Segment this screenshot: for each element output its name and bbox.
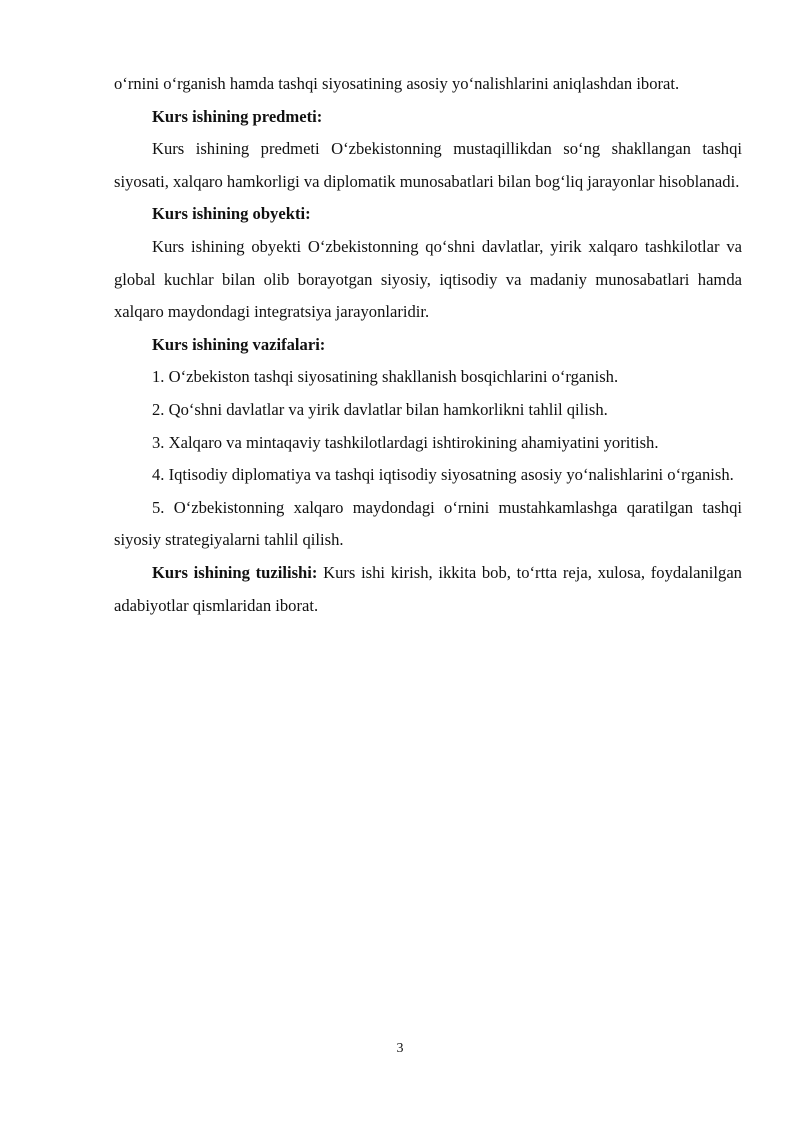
- document-body: [114, 68, 742, 622]
- task-item: 3. Xalqaro va mintaqaviy tashkilotlardagi ishtirokining ahamiyatini yoritish.: [152, 432, 659, 452]
- task-item: 1. O‘zbekiston tashqi siyosatining shakllanish bosqichlarini o‘rganish.: [152, 367, 619, 387]
- paragraph-tuzilish: [114, 557, 742, 622]
- paragraph-predmet: Kurs ishining predmeti O‘zbekistonning mustaqillikdan so‘ng shakllangan tashqi siyosati, xalqaro hamkorligi va diplomatik munosabatlari bilan bog‘liq jarayonlar hisoblanadi.: [114, 139, 742, 191]
- paragraph-intro-continuation: o‘rnini o‘rganish hamda tashqi siyosatining asosiy yo‘nalishlarini aniqlashdan iborat.: [114, 74, 680, 93]
- paragraph-obyekt: Kurs ishining obyekti O‘zbekistonning qo‘shni davlatlar, yirik xalqaro tashkilotlar va global kuchlar bilan olib borayotgan siyosiy, iqtisodiy va madaniy munosabatlari hamda xalqaro maydondagi integratsiya jarayonlaridir.: [114, 236, 742, 322]
- task-item: 2. Qo‘shni davlatlar va yirik davlatlar bilan hamkorlikni tahlil qilish.: [152, 399, 608, 419]
- page-number: 3: [396, 1041, 404, 1056]
- task-item: 4. Iqtisodiy diplomatiya va tashqi iqtisodiy siyosatning asosiy yo‘nalishlarini o‘rganish.: [152, 465, 734, 485]
- paragraph-tuzilish-text: Kurs ishi kirish, ikkita bob, to‘rtta reja, xulosa, foydalanilgan adabiyotlar qismlaridan iborat.: [114, 562, 742, 615]
- heading-tuzilish: Kurs ishining tuzilishi:: [152, 562, 318, 582]
- task-item: 5. O‘zbekistonning xalqaro maydondagi o‘rnini mustahkamlashga qaratilgan tashqi siyosiy strategiyalarni tahlil qilish.: [114, 497, 742, 550]
- heading-vazifalari: Kurs ishining vazifalari:: [152, 334, 326, 354]
- heading-predmet: Kurs ishining predmeti:: [152, 106, 323, 126]
- heading-obyekt: Kurs ishining obyekti:: [152, 204, 311, 224]
